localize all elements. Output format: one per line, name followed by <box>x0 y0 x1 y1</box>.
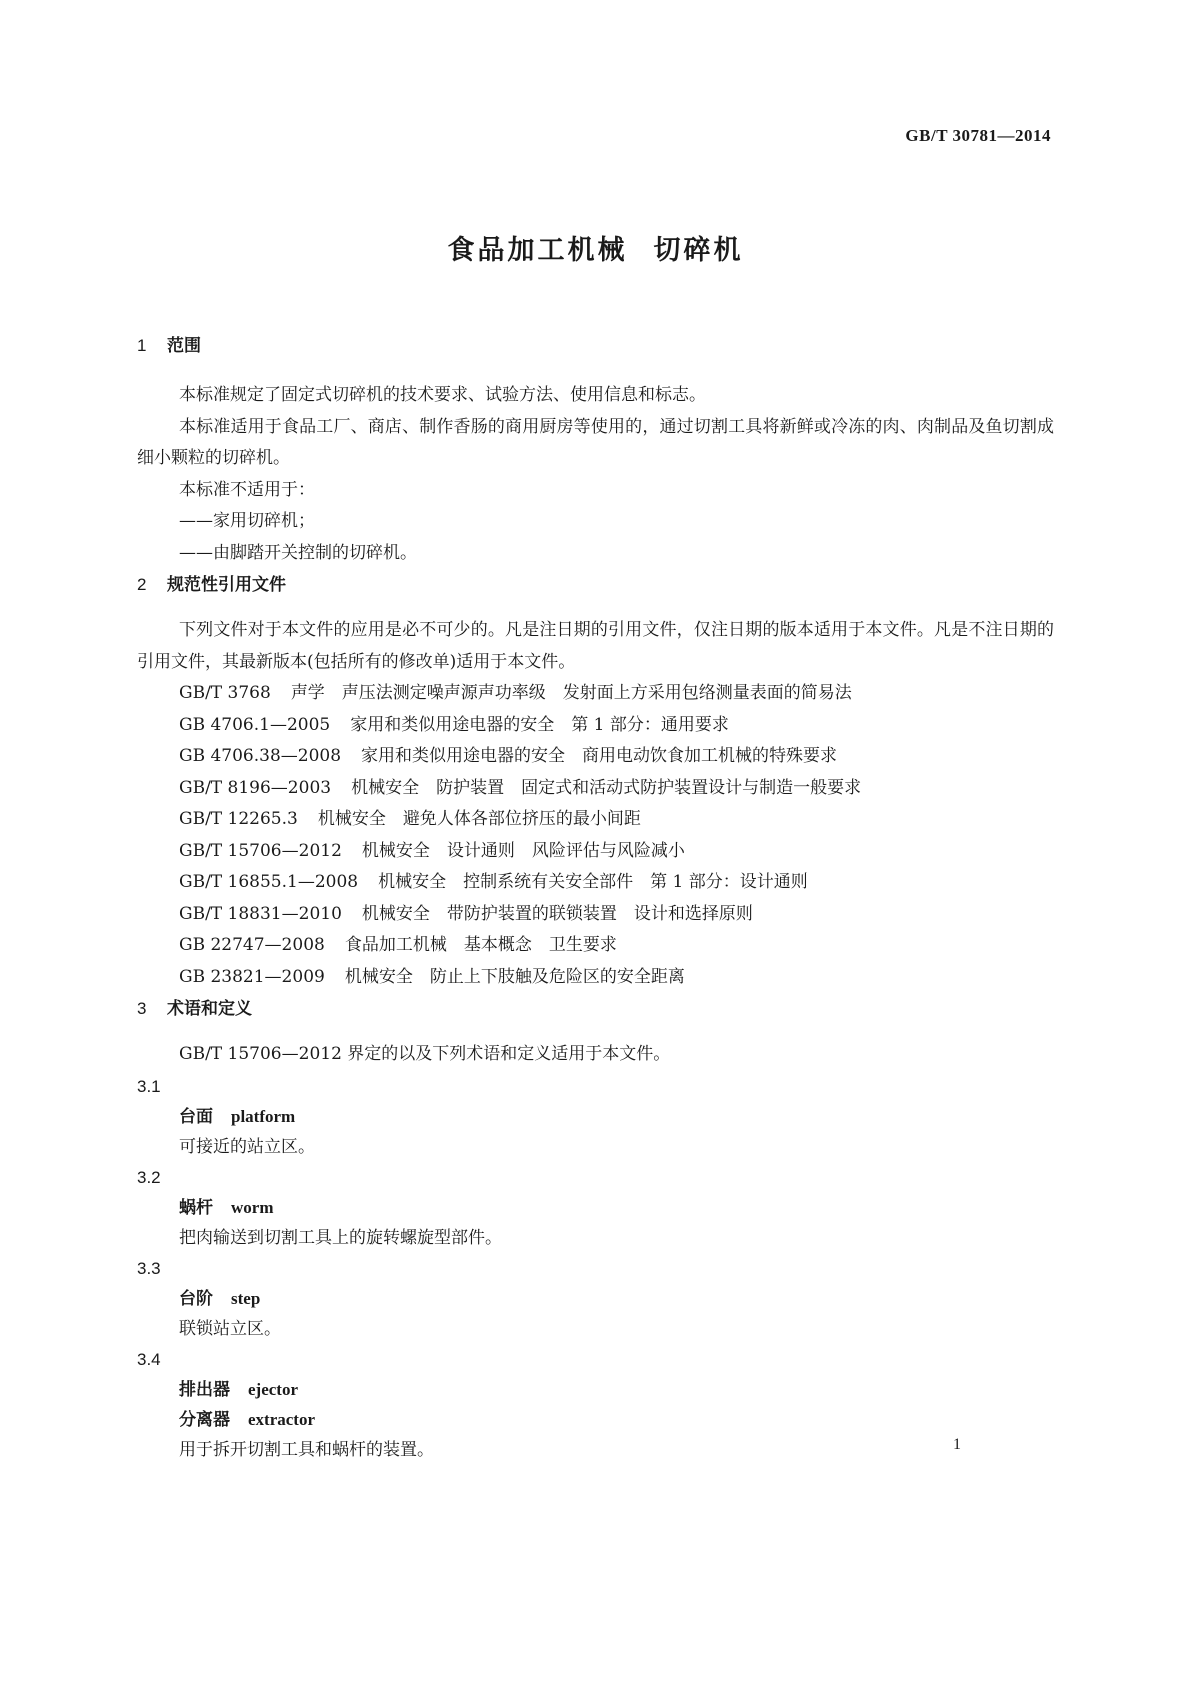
term-en: extractor <box>248 1409 316 1429</box>
reference-item <box>137 867 1054 899</box>
section-number: 3 <box>137 999 147 1018</box>
reference-item <box>137 804 1054 836</box>
title-part2: 切碎机 <box>653 235 744 266</box>
term-number: 3.1 <box>137 1076 161 1096</box>
reference-item <box>137 899 1054 931</box>
term-cn: 台面 <box>179 1106 213 1127</box>
section-heading-terms <box>137 993 1054 1025</box>
document-body <box>137 330 1054 1465</box>
reference-code: GB 4706.38—2008 <box>179 746 342 766</box>
reference-title: 声学 声压法测定噪声源声功率级 发射面上方采用包络测量表面的简易法 <box>290 683 852 703</box>
reference-code: GB/T 15706—2012 <box>179 840 342 861</box>
title-part1: 食品加工机械 <box>447 235 628 266</box>
term-number: 3.4 <box>137 1349 161 1369</box>
reference-item <box>137 710 1054 742</box>
term-number: 3.2 <box>137 1167 161 1187</box>
paragraph: 本标准不适用于： <box>179 479 315 500</box>
term-cn: 蜗杆 <box>179 1197 213 1218</box>
section-title: 范围 <box>167 336 201 356</box>
reference-title: 机械安全 避免人体各部位挤压的最小间距 <box>317 809 641 829</box>
reference-item <box>137 773 1054 805</box>
reference-code: GB/T 18831—2010 <box>179 903 342 924</box>
reference-title: 家用和类似用途电器的安全 第 1 部分：通用要求 <box>350 714 729 735</box>
page-number: 1 <box>953 1436 961 1453</box>
reference-code: GB 22747—2008 <box>179 935 325 955</box>
paragraph: GB/T 15706—2012 界定的以及下列术语和定义适用于本文件。 <box>179 1044 671 1064</box>
reference-item <box>137 678 1054 710</box>
reference-title: 机械安全 设计通则 风险评估与风险减小 <box>361 840 685 861</box>
term-definition: 联锁站立区。 <box>179 1318 281 1339</box>
reference-title: 机械安全 防护装置 固定式和活动式防护装置设计与制造一般要求 <box>351 777 862 798</box>
paragraph: 本标准规定了固定式切碎机的技术要求、试验方法、使用信息和标志。 <box>179 385 706 405</box>
section-heading-references <box>137 569 1054 601</box>
term-en: worm <box>231 1197 274 1217</box>
section-number: 2 <box>137 575 147 594</box>
term-definition: 可接近的站立区。 <box>179 1136 315 1157</box>
reference-code: GB/T 12265.3 <box>179 809 298 829</box>
term-cn: 排出器 <box>179 1379 230 1400</box>
document-title <box>0 228 1191 267</box>
term-cn: 分离器 <box>179 1409 230 1430</box>
section-number: 1 <box>137 336 147 355</box>
reference-title: 家用和类似用途电器的安全 商用电动饮食加工机械的特殊要求 <box>361 746 838 766</box>
term-en: ejector <box>248 1379 299 1399</box>
reference-title: 机械安全 控制系统有关安全部件 第 1 部分：设计通则 <box>378 872 808 892</box>
reference-title: 机械安全 带防护装置的联锁装置 设计和选择原则 <box>361 903 753 924</box>
reference-item <box>137 930 1054 962</box>
reference-code: GB/T 8196—2003 <box>179 777 332 798</box>
term-cn: 台阶 <box>179 1288 213 1309</box>
term-name-alt <box>137 1405 1054 1435</box>
reference-item <box>137 962 1054 994</box>
paragraph: 下列文件对于本文件的应用是必不可少的。凡是注日期的引用文件，仅注日期的版本适用于本文件。凡是不注日期的引用文件，其最新版本(包括所有的修改单)适用于本文件。 <box>137 620 1054 672</box>
reference-title: 食品加工机械 基本概念 卫生要求 <box>344 935 617 955</box>
term-en: platform <box>231 1106 296 1126</box>
reference-code: GB 23821—2009 <box>179 966 325 987</box>
reference-item <box>137 741 1054 773</box>
term-en: step <box>231 1288 261 1308</box>
list-item: ——家用切碎机； <box>179 511 315 531</box>
paragraph: 本标准适用于食品工厂、商店、制作香肠的商用厨房等使用的，通过切割工具将新鲜或冷冻的肉、肉制品及鱼切割成细小颗粒的切碎机。 <box>137 416 1054 468</box>
term-name <box>137 1102 1054 1132</box>
section-title: 规范性引用文件 <box>167 575 286 595</box>
section-title: 术语和定义 <box>167 999 252 1019</box>
term-number: 3.3 <box>137 1258 161 1278</box>
term-name <box>137 1375 1054 1405</box>
reference-title: 机械安全 防止上下肢触及危险区的安全距离 <box>344 966 685 987</box>
reference-item <box>137 836 1054 868</box>
term-name <box>137 1284 1054 1314</box>
reference-code: GB/T 16855.1—2008 <box>179 872 359 892</box>
term-definition: 用于拆开切割工具和蜗杆的装置。 <box>179 1439 434 1460</box>
standard-code: GB/T 30781—2014 <box>905 126 1051 145</box>
list-item: ——由脚踏开关控制的切碎机。 <box>179 542 417 563</box>
term-name <box>137 1193 1054 1223</box>
reference-code: GB/T 3768 <box>179 683 271 703</box>
reference-code: GB 4706.1—2005 <box>179 714 331 735</box>
term-definition: 把肉输送到切割工具上的旋转螺旋型部件。 <box>179 1227 502 1248</box>
section-heading-scope <box>137 330 1054 362</box>
